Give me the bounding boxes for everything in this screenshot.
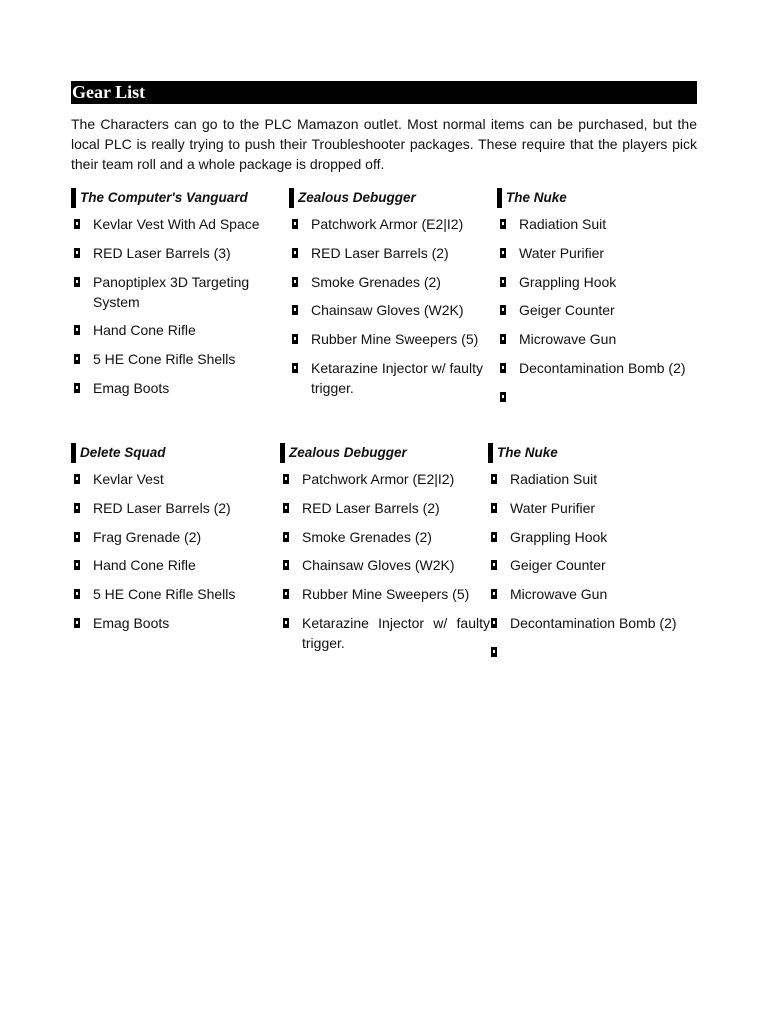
gear-item: Radiation Suit bbox=[497, 214, 697, 234]
gear-list bbox=[488, 469, 697, 633]
gear-item: Geiger Counter bbox=[488, 555, 697, 575]
package-title: The Nuke bbox=[488, 443, 697, 463]
bullet-icon bbox=[74, 354, 80, 364]
gear-item: Grappling Hook bbox=[497, 272, 697, 292]
gear-item: Rubber Mine Sweepers (5) bbox=[289, 329, 489, 349]
gear-list bbox=[71, 214, 271, 398]
gear-item: Microwave Gun bbox=[488, 584, 697, 604]
gear-item: Kevlar Vest With Ad Space bbox=[71, 214, 271, 234]
gear-list bbox=[289, 214, 489, 398]
document-page bbox=[71, 81, 697, 683]
bullet-icon bbox=[491, 503, 497, 513]
package-title: Delete Squad bbox=[71, 443, 271, 463]
package-the-nuke bbox=[488, 443, 697, 642]
intro-paragraph: The Characters can go to the PLC Mamazon outlet. Most normal items can be purchased, but the local PLC is really trying to push their Troubleshooter packages. These require that the players pick their team roll and a whole package is dropped off. bbox=[71, 116, 697, 172]
bullet-icon bbox=[500, 334, 506, 344]
gear-item: Chainsaw Gloves (W2K) bbox=[280, 555, 490, 575]
bullet-icon bbox=[283, 532, 289, 542]
bullet-icon bbox=[292, 305, 298, 315]
bullet-icon bbox=[292, 277, 298, 287]
gear-item: RED Laser Barrels (3) bbox=[71, 243, 271, 263]
gear-item: Grappling Hook bbox=[488, 527, 697, 547]
gear-item: Hand Cone Rifle bbox=[71, 555, 271, 575]
gear-item: Emag Boots bbox=[71, 378, 271, 398]
bullet-icon bbox=[491, 647, 497, 657]
bullet-icon bbox=[292, 334, 298, 344]
bullet-icon bbox=[74, 560, 80, 570]
section-heading: Gear List bbox=[71, 81, 697, 104]
bullet-icon bbox=[491, 560, 497, 570]
package-row-2 bbox=[71, 443, 697, 683]
gear-item: Chainsaw Gloves (W2K) bbox=[289, 300, 489, 320]
gear-item: Kevlar Vest bbox=[71, 469, 271, 489]
package-title: The Nuke bbox=[497, 188, 697, 208]
bullet-icon bbox=[74, 503, 80, 513]
package-zealous-debugger bbox=[280, 443, 490, 662]
gear-item: 5 HE Cone Rifle Shells bbox=[71, 349, 271, 369]
bullet-icon bbox=[292, 219, 298, 229]
gear-item: Decontamination Bomb (2) bbox=[497, 358, 697, 378]
bullet-icon bbox=[74, 248, 80, 258]
bullet-icon bbox=[283, 560, 289, 570]
bullet-icon bbox=[283, 474, 289, 484]
package-title: The Computer's Vanguard bbox=[71, 188, 271, 208]
bullet-icon bbox=[491, 474, 497, 484]
bullet-icon bbox=[292, 248, 298, 258]
gear-item: Smoke Grenades (2) bbox=[280, 527, 490, 547]
bullet-icon bbox=[491, 618, 497, 628]
bullet-icon bbox=[74, 532, 80, 542]
package-delete-squad bbox=[71, 443, 271, 642]
gear-item: Decontamination Bomb (2) bbox=[488, 613, 697, 633]
gear-item: Frag Grenade (2) bbox=[71, 527, 271, 547]
bullet-icon bbox=[74, 277, 80, 287]
bullet-icon bbox=[500, 363, 506, 373]
gear-item: Emag Boots bbox=[71, 613, 271, 633]
bullet-icon bbox=[491, 532, 497, 542]
gear-item: Patchwork Armor (E2|I2) bbox=[280, 469, 490, 489]
gear-item: Smoke Grenades (2) bbox=[289, 272, 489, 292]
bullet-icon bbox=[74, 589, 80, 599]
gear-list bbox=[71, 469, 271, 633]
package-the-nuke bbox=[497, 188, 697, 387]
package-zealous-debugger bbox=[289, 188, 489, 407]
gear-item: Radiation Suit bbox=[488, 469, 697, 489]
gear-item: 5 HE Cone Rifle Shells bbox=[71, 584, 271, 604]
package-title: Zealous Debugger bbox=[289, 188, 489, 208]
bullet-icon bbox=[74, 325, 80, 335]
bullet-icon bbox=[292, 363, 298, 373]
bullet-icon bbox=[74, 474, 80, 484]
gear-item: Rubber Mine Sweepers (5) bbox=[280, 584, 490, 604]
bullet-icon bbox=[500, 392, 506, 402]
bullet-icon bbox=[283, 589, 289, 599]
gear-item: Panoptiplex 3D Targeting System bbox=[71, 272, 271, 312]
package-row-1 bbox=[71, 188, 697, 428]
gear-item: Patchwork Armor (E2|I2) bbox=[289, 214, 489, 234]
gear-item: Hand Cone Rifle bbox=[71, 320, 271, 340]
package-computers-vanguard bbox=[71, 188, 271, 407]
package-title: Zealous Debugger bbox=[280, 443, 490, 463]
bullet-icon bbox=[283, 618, 289, 628]
gear-item: RED Laser Barrels (2) bbox=[71, 498, 271, 518]
bullet-icon bbox=[500, 305, 506, 315]
gear-item: Ketarazine Injector w/ faulty trigger. bbox=[289, 358, 489, 398]
gear-list bbox=[497, 214, 697, 378]
bullet-icon bbox=[500, 219, 506, 229]
gear-item: Geiger Counter bbox=[497, 300, 697, 320]
bullet-icon bbox=[500, 248, 506, 258]
bullet-icon bbox=[500, 277, 506, 287]
gear-item: RED Laser Barrels (2) bbox=[280, 498, 490, 518]
bullet-icon bbox=[74, 618, 80, 628]
gear-item: Microwave Gun bbox=[497, 329, 697, 349]
gear-item: RED Laser Barrels (2) bbox=[289, 243, 489, 263]
gear-item: Water Purifier bbox=[488, 498, 697, 518]
gear-item: Ketarazine Injector w/ faulty trigger. bbox=[280, 613, 490, 653]
bullet-icon bbox=[74, 219, 80, 229]
bullet-icon bbox=[74, 383, 80, 393]
gear-item: Water Purifier bbox=[497, 243, 697, 263]
bullet-icon bbox=[491, 589, 497, 599]
gear-list bbox=[280, 469, 490, 653]
bullet-icon bbox=[283, 503, 289, 513]
